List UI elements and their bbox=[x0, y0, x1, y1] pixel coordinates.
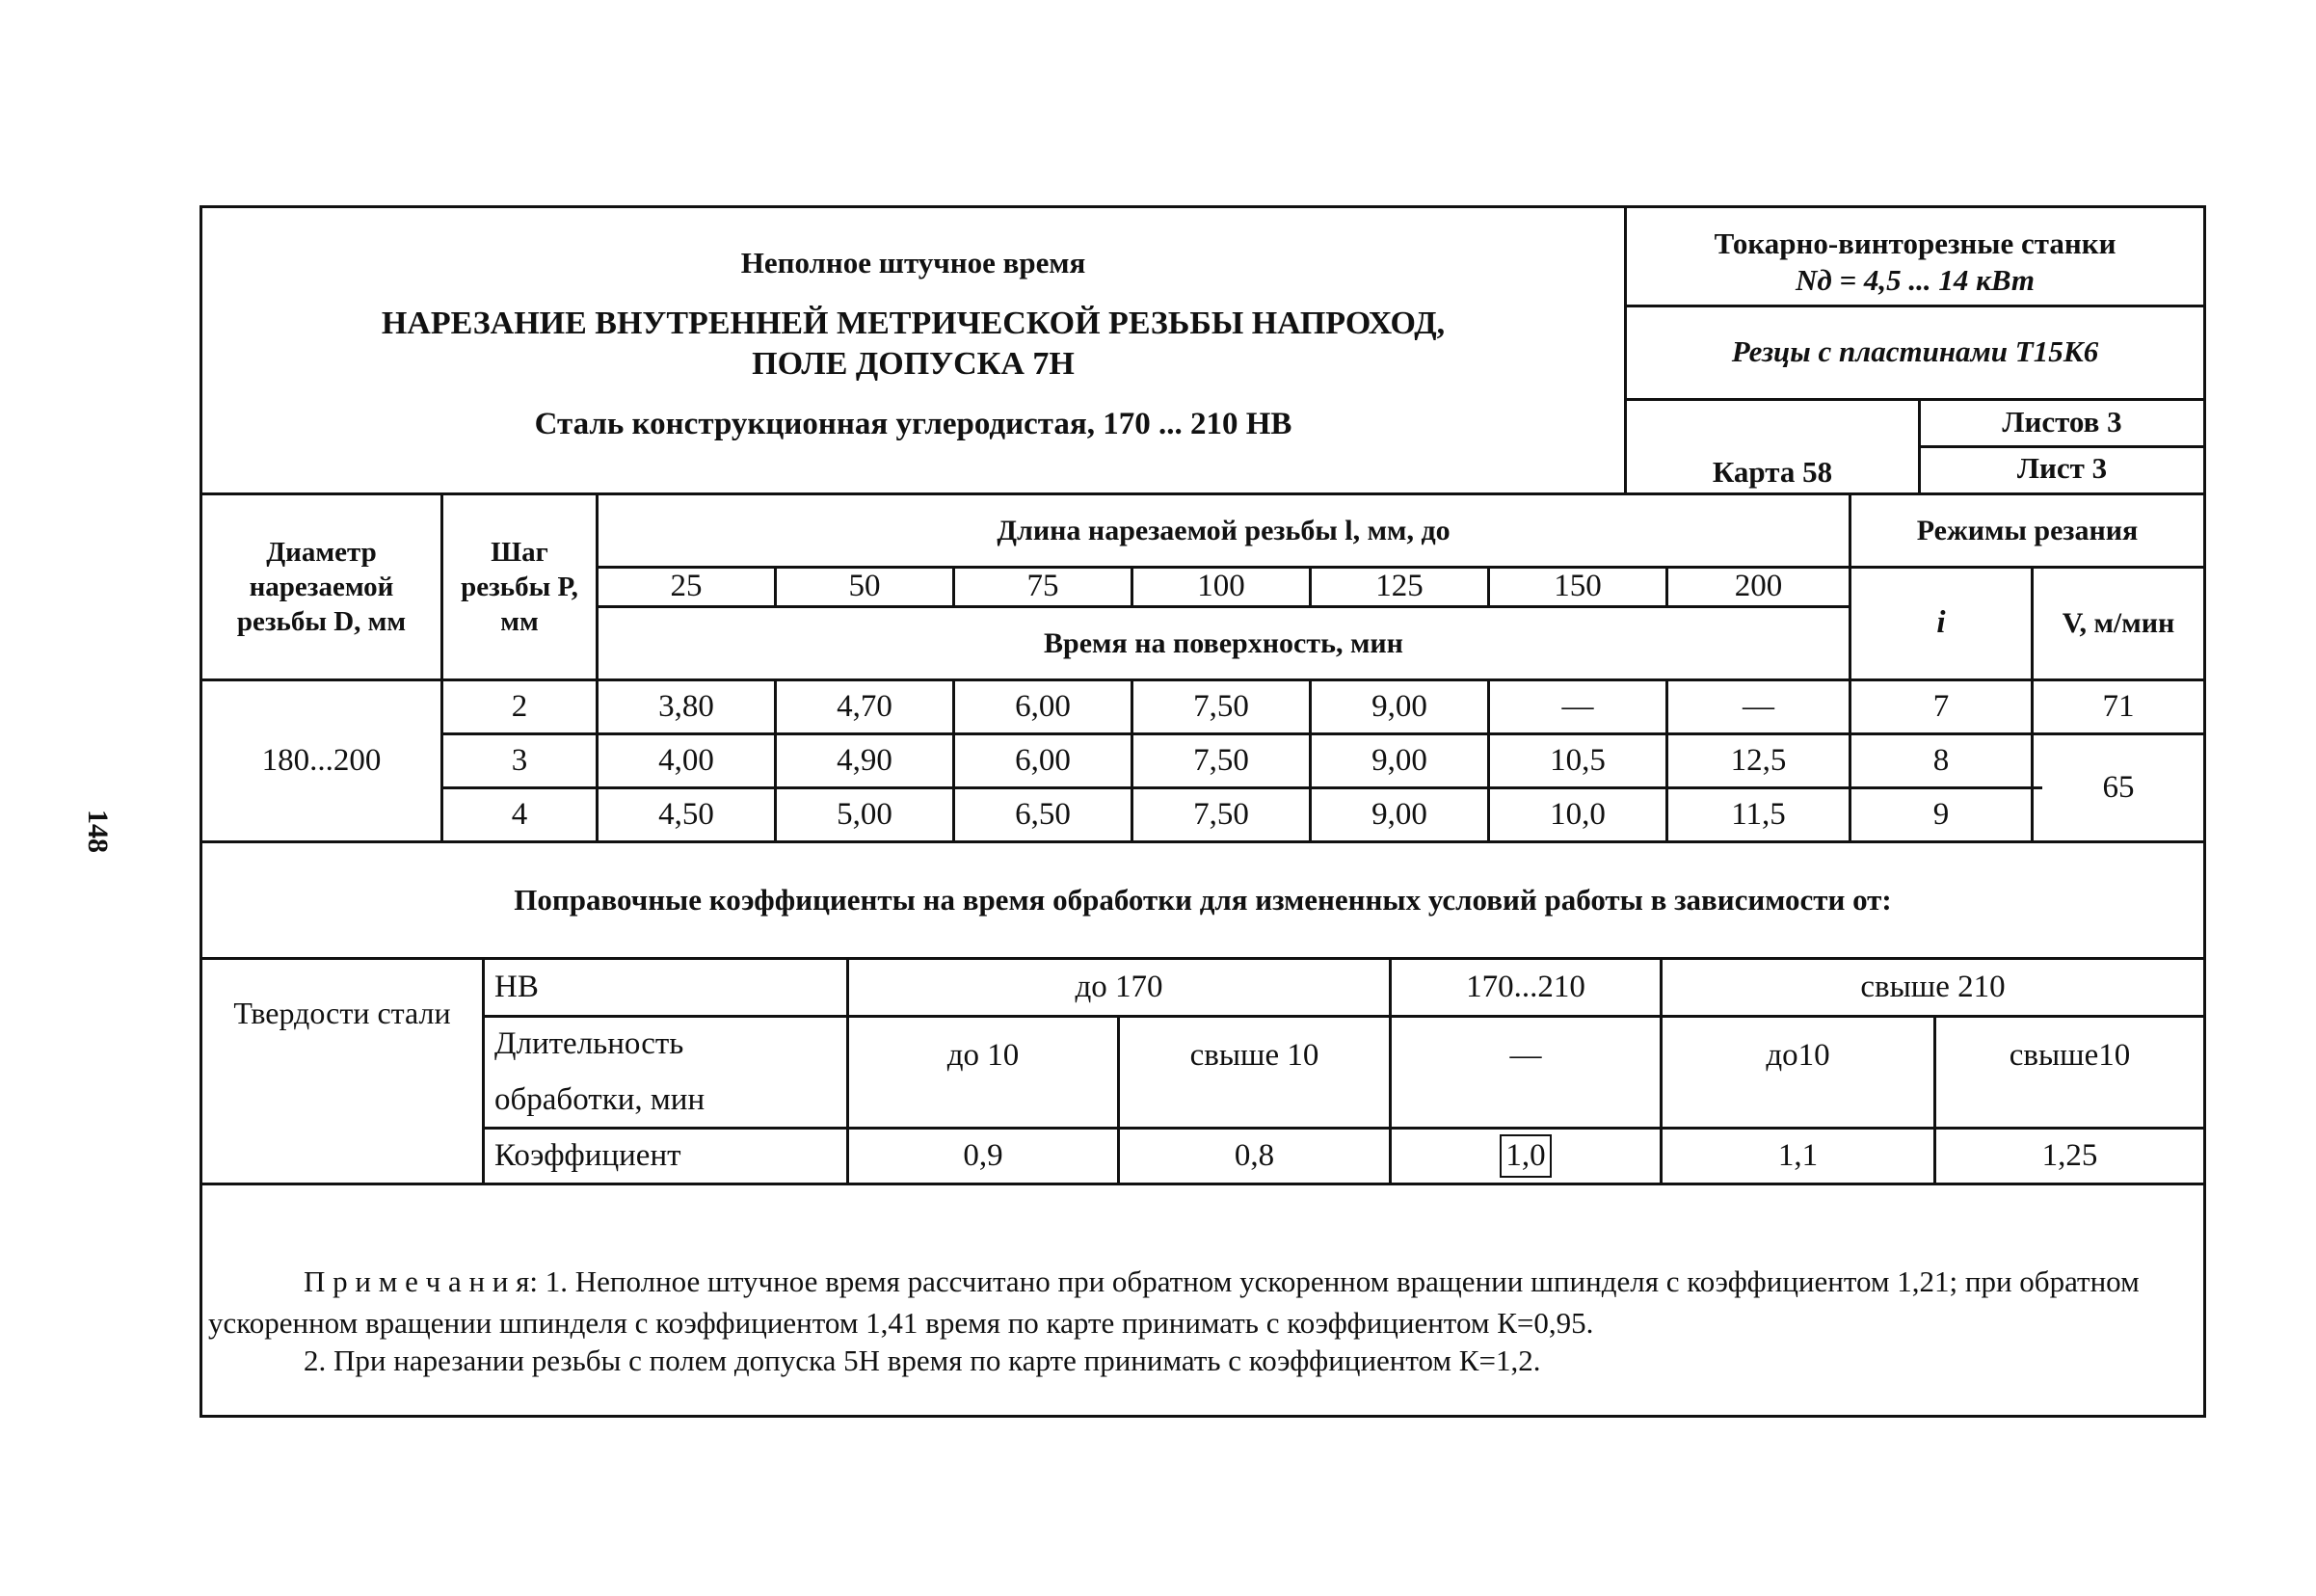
duration-value: свыше 10 bbox=[1189, 1038, 1319, 1074]
length-label: 100 bbox=[1197, 569, 1245, 604]
duration-value: — bbox=[1509, 1038, 1542, 1074]
header-material: Сталь конструкционная углеродистая, 170 ... 210 НВ bbox=[534, 407, 1292, 441]
coef-value: 0,9 bbox=[963, 1137, 1003, 1173]
card-sheet bbox=[200, 205, 2206, 1418]
time-value: — bbox=[1743, 688, 1774, 724]
time-value: 10,5 bbox=[1550, 742, 1606, 778]
i-value: 9 bbox=[1932, 796, 1950, 832]
time-value: 10,0 bbox=[1550, 796, 1606, 832]
duration-value: свыше10 bbox=[2009, 1038, 2131, 1074]
col-time: Время на поверхность, мин bbox=[1044, 626, 1403, 659]
notes-label: П р и м е ч а н и я: bbox=[304, 1264, 539, 1298]
coef-value: 1,1 bbox=[1777, 1137, 1819, 1173]
correction-heading: Поправочные коэффициенты на время обработки для измененных условий работы в зависимости от: bbox=[514, 882, 1892, 917]
time-value: 7,50 bbox=[1193, 742, 1249, 778]
length-label: 200 bbox=[1734, 569, 1783, 604]
time-value: 6,00 bbox=[1015, 742, 1071, 778]
pitch-value: 3 bbox=[511, 742, 528, 778]
col-diameter: Диаметр нарезаемой резьбы D, мм bbox=[236, 536, 407, 638]
hb-range: 170...210 bbox=[1466, 969, 1585, 1004]
time-value: — bbox=[1561, 688, 1594, 724]
time-value: 6,00 bbox=[1015, 688, 1071, 724]
time-value: 4,50 bbox=[658, 796, 714, 832]
time-value: 11,5 bbox=[1731, 796, 1786, 832]
tools-label: Резцы с пластинами Т15К6 bbox=[1731, 334, 2099, 368]
length-label: 125 bbox=[1375, 569, 1424, 604]
v-value: 65 bbox=[2102, 769, 2135, 805]
col-v: V, м/мин bbox=[2062, 607, 2175, 640]
sheets-total: Листов 3 bbox=[2002, 405, 2122, 439]
coef-value: 1,25 bbox=[2041, 1137, 2098, 1173]
note-1 bbox=[208, 1261, 2201, 1344]
note-1-text: 1. Неполное штучное время рассчитано при обратном ускоренном вращении шпинделя с коэффициентом 1,21; при обратном ускоренном вращении шпинделя с коэффициентом 1,41 время по карте принимать с коэффициентом К=0,95. bbox=[208, 1264, 2140, 1341]
time-value: 9,00 bbox=[1371, 742, 1427, 778]
time-value: 7,50 bbox=[1193, 688, 1249, 724]
machine-line1: Токарно-винторезные станки bbox=[1714, 226, 2116, 260]
header-title-line1: НАРЕЗАНИЕ ВНУТРЕННЕЙ МЕТРИЧЕСКОЙ РЕЗЬБЫ НАПРОХОД, bbox=[381, 306, 1446, 341]
length-label: 50 bbox=[848, 569, 881, 604]
coef-cell-selected bbox=[1392, 1130, 1660, 1183]
time-value: 9,00 bbox=[1371, 688, 1427, 724]
pitch-value: 4 bbox=[511, 796, 528, 832]
coef-label: Коэффициент bbox=[494, 1137, 681, 1173]
header-subtitle: Неполное штучное время bbox=[740, 246, 1086, 279]
length-label: 25 bbox=[670, 569, 703, 604]
note-2: 2. При нарезании резьбы с полем допуска 5Н время по карте принимать с коэффициентом К=1,2. bbox=[304, 1343, 1541, 1377]
duration-value: до10 bbox=[1766, 1038, 1830, 1074]
coef-value-selected: 1,0 bbox=[1500, 1134, 1551, 1178]
time-value: 4,70 bbox=[837, 688, 892, 724]
length-label: 150 bbox=[1554, 569, 1602, 604]
page-number: 148 bbox=[82, 810, 114, 853]
i-value: 8 bbox=[1932, 742, 1950, 778]
time-value: 4,90 bbox=[837, 742, 892, 778]
length-label: 75 bbox=[1026, 569, 1059, 604]
card-number: Карта 58 bbox=[1712, 455, 1833, 489]
hb-range: до 170 bbox=[1075, 969, 1163, 1004]
time-value: 3,80 bbox=[658, 688, 714, 724]
col-i: i bbox=[1936, 605, 1946, 641]
factor-label: Твердости стали bbox=[233, 996, 451, 1030]
duration-value: до 10 bbox=[946, 1038, 1020, 1074]
hb-label: НВ bbox=[494, 969, 539, 1004]
col-pitch: Шаг резьбы Р, мм bbox=[461, 536, 578, 638]
time-value: 4,00 bbox=[658, 742, 714, 778]
duration-label: Длительность обработки, мин bbox=[494, 1025, 705, 1117]
diameter-range: 180...200 bbox=[261, 742, 382, 778]
time-value: 7,50 bbox=[1193, 796, 1249, 832]
time-value: 12,5 bbox=[1730, 742, 1787, 778]
col-modes: Режимы резания bbox=[1916, 514, 2139, 546]
sheet-number: Лист 3 bbox=[2016, 451, 2108, 485]
pitch-value: 2 bbox=[511, 688, 528, 724]
header-title-line2: ПОЛЕ ДОПУСКА 7Н bbox=[752, 346, 1075, 382]
time-value: 6,50 bbox=[1015, 796, 1071, 832]
coef-value: 0,8 bbox=[1234, 1137, 1275, 1173]
i-value: 7 bbox=[1932, 688, 1950, 724]
time-value: 5,00 bbox=[837, 796, 892, 832]
v-value: 71 bbox=[2102, 688, 2135, 724]
col-length: Длина нарезаемой резьбы l, мм, до bbox=[997, 514, 1451, 546]
time-value: 9,00 bbox=[1371, 796, 1427, 832]
hb-range: свыше 210 bbox=[1860, 969, 2006, 1004]
machine-line2: Nд = 4,5 ... 14 кВт bbox=[1795, 263, 2036, 297]
